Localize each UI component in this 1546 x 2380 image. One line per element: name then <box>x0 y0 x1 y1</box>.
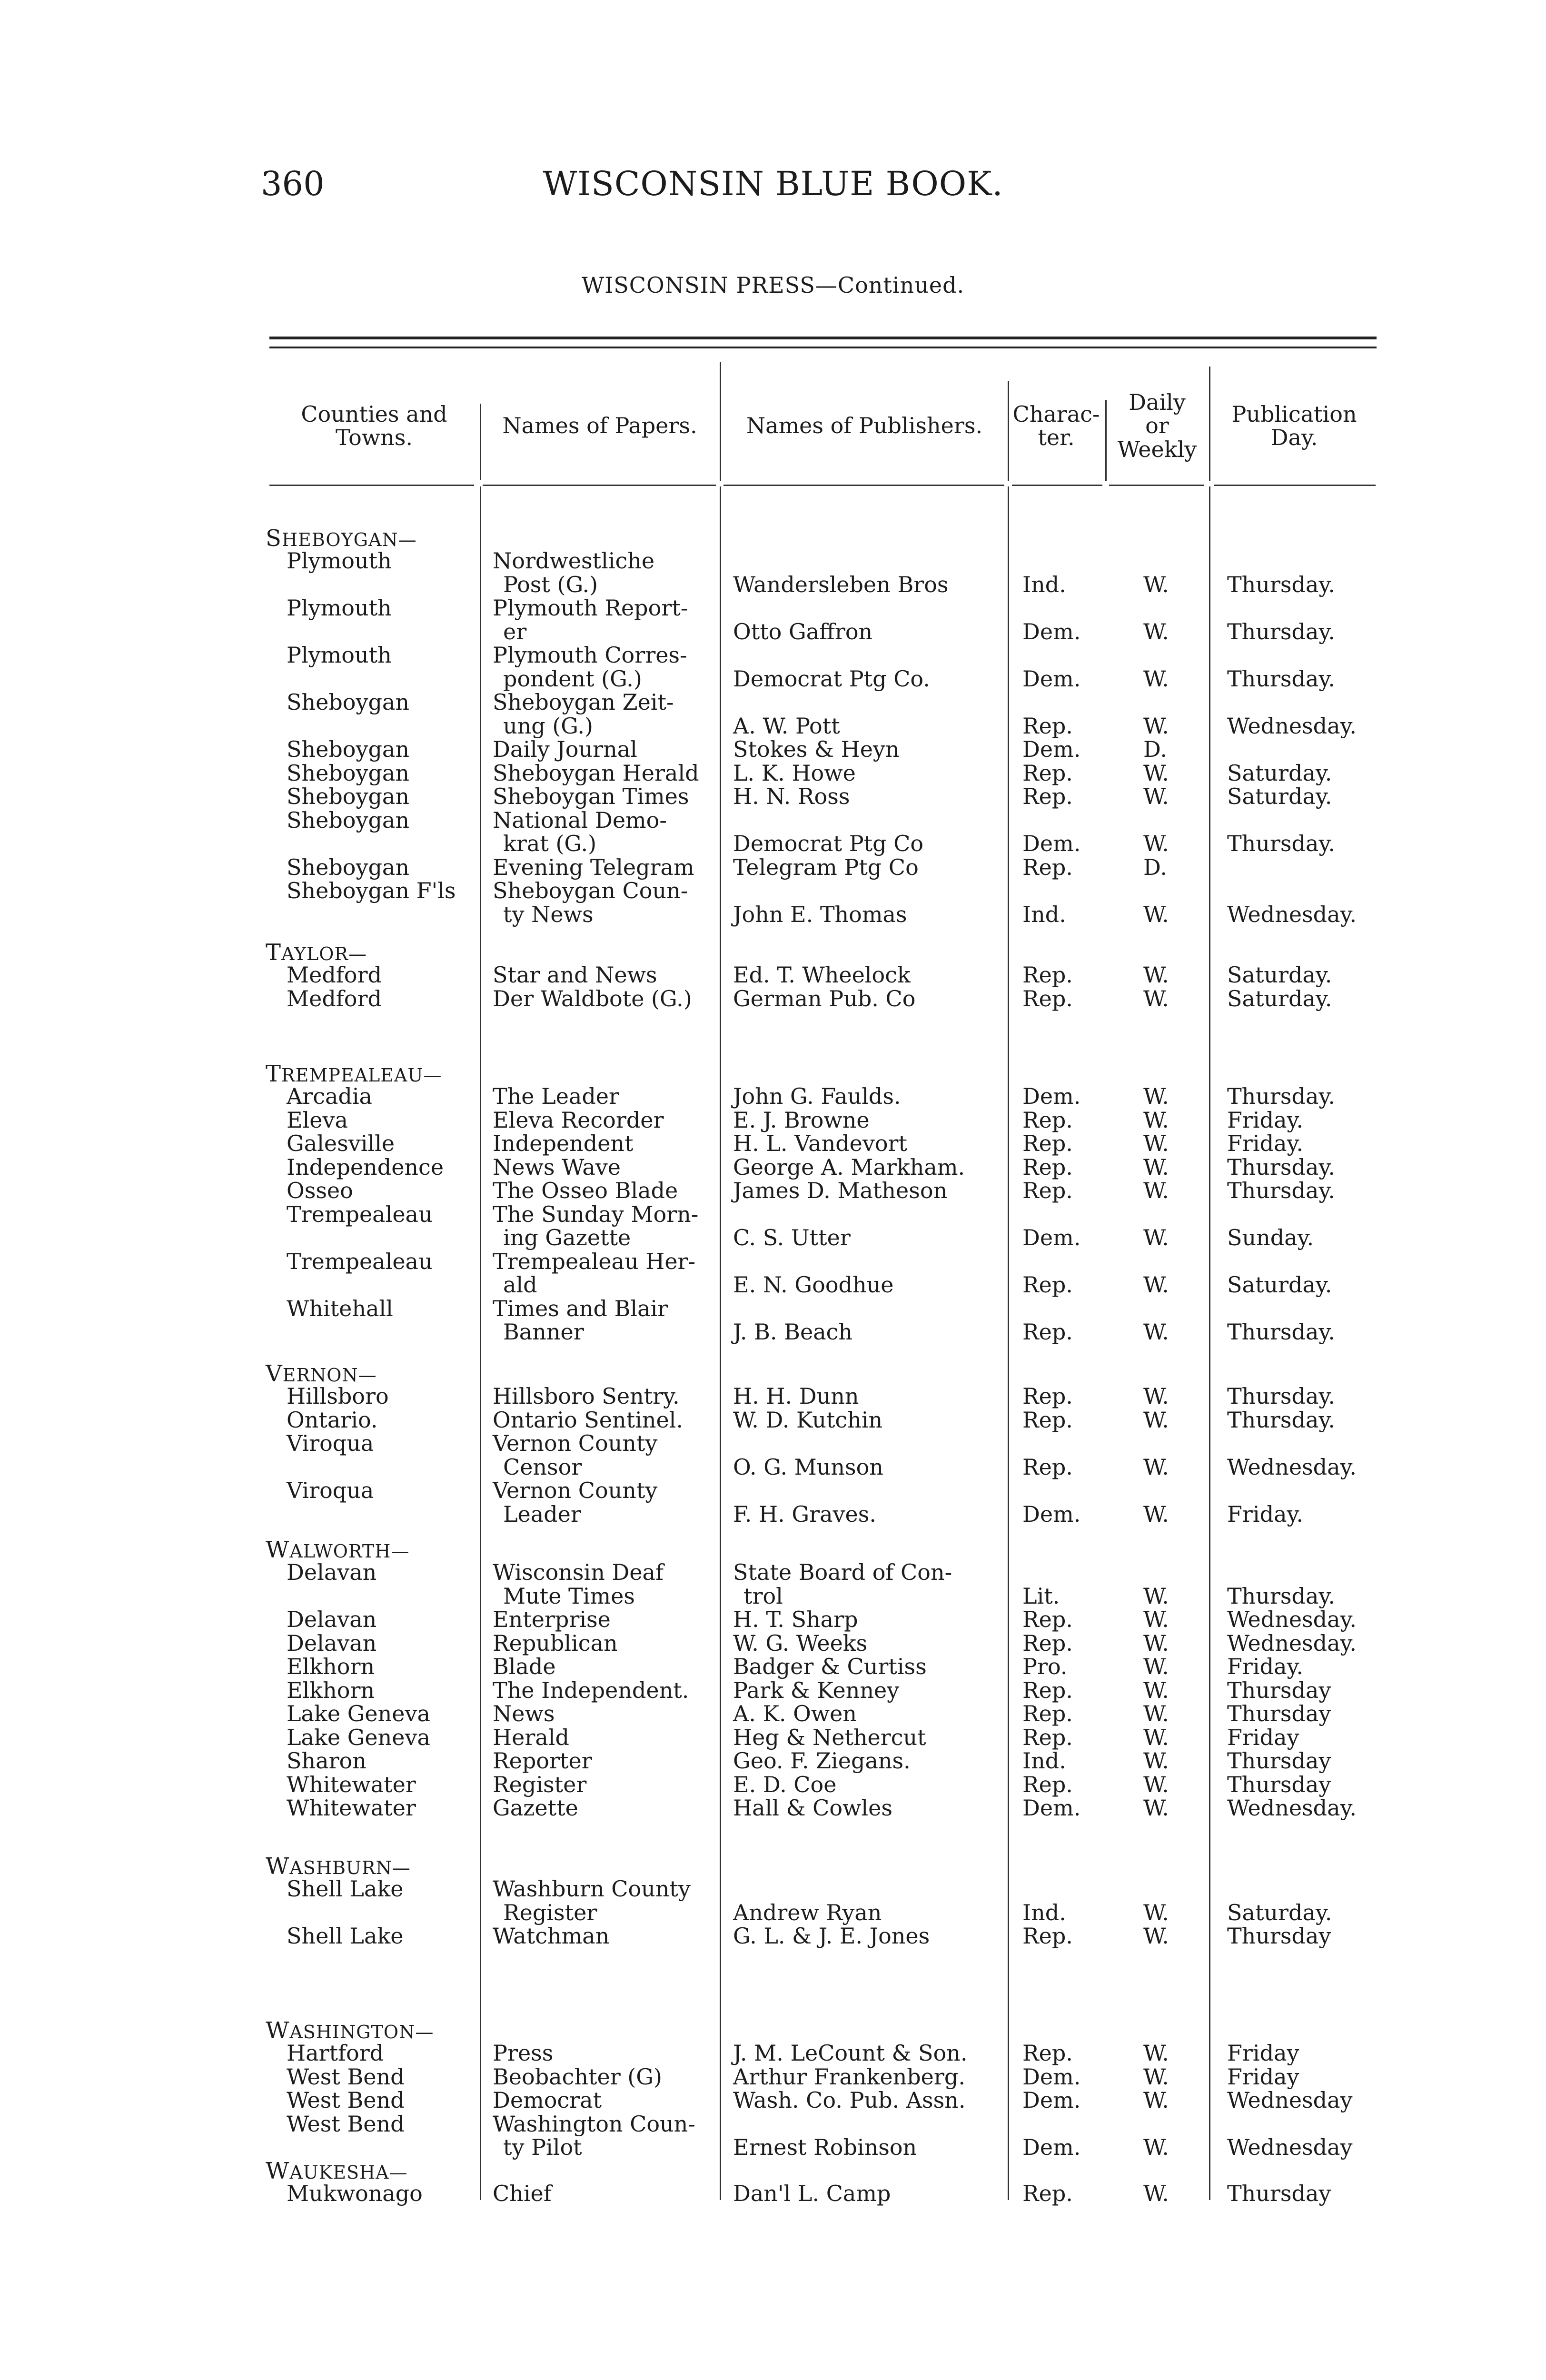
entry-character: Dem. <box>1022 1795 1081 1821</box>
county-heading: WASHINGTON— <box>266 2017 434 2044</box>
entry-day: Wednesday. <box>1227 1630 1357 1656</box>
entry-publisher: Andrew Ryan <box>733 1899 882 1925</box>
entry-day: Saturday. <box>1227 1272 1332 1298</box>
entry-paper-name: National Demo- <box>493 807 667 833</box>
entry-character: Dem. <box>1022 2087 1081 2113</box>
entry-paper-name: Register <box>493 1771 587 1797</box>
entry-day: Sunday. <box>1227 1225 1314 1250</box>
entry-frequency: W. <box>1143 901 1169 927</box>
entry-town: Hillsboro <box>287 1383 389 1409</box>
column-header-publisher: Names of Publishers. <box>746 413 983 439</box>
entry-town: West Bend <box>287 2111 405 2137</box>
entry-paper-name: Vernon County <box>493 1430 658 1456</box>
entry-town: Delavan <box>287 1606 377 1632</box>
entry-frequency: W. <box>1143 985 1169 1012</box>
entry-paper-name: Ontario Sentinel. <box>493 1407 684 1433</box>
entry-paper-name: Sheboygan Herald <box>493 760 699 786</box>
column-header-day: Publication Day. <box>1231 401 1357 450</box>
entry-town: Arcadia <box>287 1083 372 1109</box>
entry-character: Rep. <box>1022 854 1073 880</box>
entry-frequency: W. <box>1143 1319 1169 1345</box>
entry-paper-name: ty Pilot <box>503 2134 582 2160</box>
entry-character: Rep. <box>1022 783 1073 809</box>
entry-town: Sheboygan F'ls <box>287 878 456 903</box>
entry-paper-name: Democrat <box>493 2087 602 2113</box>
entry-paper-name: Beobachter (G) <box>493 2063 662 2090</box>
entry-paper-name: Banner <box>503 1319 584 1345</box>
entry-publisher: John E. Thomas <box>733 901 907 927</box>
entry-paper-name: Reporter <box>493 1748 592 1774</box>
entry-publisher: E. D. Coe <box>733 1771 837 1797</box>
entry-day: Wednesday. <box>1227 713 1357 739</box>
entry-publisher: Telegram Ptg Co <box>733 854 919 880</box>
entry-frequency: W. <box>1143 2040 1169 2066</box>
entry-character: Rep. <box>1022 1178 1073 1203</box>
entry-town: Trempealeau <box>287 1201 433 1227</box>
entry-town: Shell Lake <box>287 1923 404 1949</box>
entry-paper-name: ing Gazette <box>503 1225 631 1250</box>
entry-frequency: W. <box>1143 2181 1169 2206</box>
entry-day: Wednesday. <box>1227 1454 1357 1480</box>
entry-publisher: L. K. Howe <box>733 760 856 786</box>
entry-paper-name: Watchman <box>493 1923 610 1949</box>
entry-character: Rep. <box>1022 985 1073 1012</box>
column-header-county: Counties and Towns. <box>301 401 447 450</box>
running-title: WISCONSIN BLUE BOOK. <box>543 164 1003 203</box>
entry-publisher: H. N. Ross <box>733 783 850 809</box>
entry-frequency: W. <box>1143 1748 1169 1774</box>
entry-town: West Bend <box>287 2087 405 2113</box>
entry-character: Dem. <box>1022 1083 1081 1109</box>
entry-frequency: W. <box>1143 1923 1169 1949</box>
entry-frequency: W. <box>1143 2134 1169 2160</box>
entry-frequency: W. <box>1143 1225 1169 1250</box>
entry-day: Thursday. <box>1227 618 1335 645</box>
entry-publisher: J. B. Beach <box>733 1319 853 1345</box>
entry-town: Sheboygan <box>287 807 409 833</box>
entry-paper-name: Post (G.) <box>503 571 598 597</box>
entry-character: Rep. <box>1022 1319 1073 1345</box>
entry-character: Dem. <box>1022 2134 1081 2160</box>
entry-day: Thursday <box>1227 2181 1331 2206</box>
entry-character: Pro. <box>1022 1654 1068 1679</box>
entry-town: Viroqua <box>287 1478 374 1503</box>
entry-paper-name: Herald <box>493 1724 569 1750</box>
entry-publisher: Stokes & Heyn <box>733 736 900 762</box>
entry-publisher: George A. Markham. <box>733 1154 965 1180</box>
entry-publisher: Park & Kenney <box>733 1677 900 1703</box>
county-heading: WALWORTH— <box>266 1537 410 1563</box>
entry-day: Saturday. <box>1227 985 1332 1012</box>
entry-day: Wednesday <box>1227 2134 1353 2160</box>
entry-character: Rep. <box>1022 1383 1073 1409</box>
entry-town: Mukwonago <box>287 2181 423 2206</box>
entry-town: Whitewater <box>287 1771 416 1797</box>
entry-town: Shell Lake <box>287 1876 404 1902</box>
entry-frequency: W. <box>1143 1795 1169 1821</box>
entry-paper-name: Sheboygan Coun- <box>493 878 688 903</box>
entry-publisher: C. S. Utter <box>733 1225 851 1250</box>
entry-day: Thursday. <box>1227 1383 1335 1409</box>
entry-paper-name: Star and News <box>493 962 657 988</box>
entry-publisher: State Board of Con- <box>733 1559 952 1585</box>
entry-frequency: W. <box>1143 1454 1169 1480</box>
entry-frequency: W. <box>1143 783 1169 809</box>
entry-paper-name: Gazette <box>493 1795 578 1821</box>
entry-paper-name: Register <box>503 1899 597 1925</box>
entry-town: Hartford <box>287 2040 384 2066</box>
entry-paper-name: Daily Journal <box>493 736 637 762</box>
entry-town: Delavan <box>287 1630 377 1656</box>
entry-publisher: Badger & Curtiss <box>733 1654 927 1679</box>
entry-character: Rep. <box>1022 1130 1073 1156</box>
entry-publisher: Ernest Robinson <box>733 2134 917 2160</box>
entry-character: Rep. <box>1022 760 1073 786</box>
entry-day: Friday. <box>1227 1501 1303 1527</box>
entry-day: Friday <box>1227 1724 1299 1750</box>
entry-day: Saturday. <box>1227 760 1332 786</box>
county-heading: WASHBURN— <box>266 1853 411 1880</box>
entry-publisher: A. W. Pott <box>733 713 840 739</box>
entry-character: Rep. <box>1022 713 1073 739</box>
entry-paper-name: Blade <box>493 1654 556 1679</box>
entry-publisher: John G. Faulds. <box>733 1083 901 1109</box>
entry-day: Thursday. <box>1227 1407 1335 1433</box>
entry-frequency: W. <box>1143 2063 1169 2090</box>
entry-publisher: Democrat Ptg Co. <box>733 665 930 692</box>
entry-publisher: Otto Gaffron <box>733 618 873 645</box>
section-title: WISCONSIN PRESS—Continued. <box>581 272 965 298</box>
entry-frequency: W. <box>1143 1178 1169 1203</box>
entry-character: Rep. <box>1022 1407 1073 1433</box>
entry-character: Ind. <box>1022 1899 1066 1925</box>
entry-town: Whitehall <box>287 1295 393 1321</box>
entry-frequency: W. <box>1143 1701 1169 1726</box>
entry-paper-name: Eleva Recorder <box>493 1107 664 1133</box>
entry-character: Dem. <box>1022 2063 1081 2090</box>
entry-paper-name: The Independent. <box>493 1677 689 1703</box>
entry-frequency: W. <box>1143 831 1169 856</box>
entry-paper-name: Vernon County <box>493 1478 658 1503</box>
entry-frequency: W. <box>1143 1583 1169 1609</box>
entry-day: Thursday. <box>1227 1583 1335 1609</box>
entry-paper-name: The Osseo Blade <box>493 1178 678 1203</box>
entry-day: Saturday. <box>1227 783 1332 809</box>
entry-paper-name: Washburn County <box>493 1876 691 1902</box>
entry-frequency: W. <box>1143 1677 1169 1703</box>
entry-town: Sheboygan <box>287 689 409 715</box>
entry-paper-name: Sheboygan Times <box>493 783 689 809</box>
entry-character: Rep. <box>1022 1771 1073 1797</box>
entry-town: Plymouth <box>287 595 392 621</box>
entry-publisher: H. H. Dunn <box>733 1383 859 1409</box>
entry-character: Rep. <box>1022 1154 1073 1180</box>
entry-town: West Bend <box>287 2063 405 2090</box>
entry-publisher: O. G. Munson <box>733 1454 883 1480</box>
column-header-paper: Names of Papers. <box>502 413 697 439</box>
entry-day: Thursday. <box>1227 571 1335 597</box>
entry-paper-name: Evening Telegram <box>493 854 694 880</box>
entry-frequency: D. <box>1143 854 1167 880</box>
entry-town: Sheboygan <box>287 760 409 786</box>
entry-day: Friday <box>1227 2063 1299 2090</box>
entry-publisher: Wandersleben Bros <box>733 571 949 597</box>
entry-publisher: Ed. T. Wheelock <box>733 962 911 988</box>
entry-character: Ind. <box>1022 1748 1066 1774</box>
entry-publisher: H. L. Vandevort <box>733 1130 908 1156</box>
entry-publisher: trol <box>743 1583 783 1609</box>
entry-day: Thursday <box>1227 1923 1331 1949</box>
entry-character: Rep. <box>1022 1923 1073 1949</box>
entry-frequency: D. <box>1143 736 1167 762</box>
entry-frequency: W. <box>1143 1107 1169 1133</box>
entry-town: Elkhorn <box>287 1677 375 1703</box>
entry-publisher: Geo. F. Ziegans. <box>733 1748 911 1774</box>
entry-publisher: Arthur Frankenberg. <box>733 2063 965 2090</box>
entry-publisher: Heg & Nethercut <box>733 1724 926 1750</box>
entry-day: Thursday. <box>1227 1178 1335 1203</box>
entry-character: Rep. <box>1022 1677 1073 1703</box>
entry-paper-name: Washington Coun- <box>493 2111 695 2137</box>
entry-town: Sharon <box>287 1748 367 1774</box>
entry-frequency: W. <box>1143 618 1169 645</box>
entry-frequency: W. <box>1143 1130 1169 1156</box>
entry-paper-name: Sheboygan Zeit- <box>493 689 674 715</box>
entry-frequency: W. <box>1143 1154 1169 1180</box>
entry-day: Friday <box>1227 2040 1299 2066</box>
entry-publisher: W. D. Kutchin <box>733 1407 883 1433</box>
entry-paper-name: Mute Times <box>503 1583 635 1609</box>
entry-publisher: H. T. Sharp <box>733 1606 858 1632</box>
entry-character: Dem. <box>1022 831 1081 856</box>
entry-paper-name: Press <box>493 2040 554 2066</box>
entry-publisher: F. H. Graves. <box>733 1501 876 1527</box>
entry-character: Dem. <box>1022 618 1081 645</box>
entry-town: Sheboygan <box>287 783 409 809</box>
entry-paper-name: ung (G.) <box>503 713 593 739</box>
entry-paper-name: Enterprise <box>493 1606 611 1632</box>
entry-day: Thursday. <box>1227 1083 1335 1109</box>
entry-publisher: Dan'l L. Camp <box>733 2181 891 2206</box>
entry-character: Rep. <box>1022 1606 1073 1632</box>
entry-paper-name: Independent <box>493 1130 634 1156</box>
entry-frequency: W. <box>1143 1501 1169 1527</box>
entry-character: Rep. <box>1022 1454 1073 1480</box>
entry-paper-name: Chief <box>493 2181 552 2206</box>
entry-day: Thursday <box>1227 1701 1331 1726</box>
entry-frequency: W. <box>1143 962 1169 988</box>
entry-town: Galesville <box>287 1130 395 1156</box>
entry-character: Dem. <box>1022 1225 1081 1250</box>
entry-frequency: W. <box>1143 1630 1169 1656</box>
entry-day: Wednesday. <box>1227 901 1357 927</box>
entry-day: Thursday. <box>1227 665 1335 692</box>
entry-frequency: W. <box>1143 2087 1169 2113</box>
entry-frequency: W. <box>1143 1724 1169 1750</box>
entry-day: Thursday <box>1227 1748 1331 1774</box>
entry-paper-name: Republican <box>493 1630 618 1656</box>
entry-character: Dem. <box>1022 665 1081 692</box>
entry-paper-name: Hillsboro Sentry. <box>493 1383 680 1409</box>
entry-town: Eleva <box>287 1107 348 1133</box>
entry-day: Wednesday. <box>1227 1795 1357 1821</box>
entry-frequency: W. <box>1143 760 1169 786</box>
entry-frequency: W. <box>1143 1272 1169 1298</box>
entry-publisher: E. N. Goodhue <box>733 1272 894 1298</box>
entry-frequency: W. <box>1143 1606 1169 1632</box>
entry-paper-name: pondent (G.) <box>503 665 642 692</box>
entry-character: Rep. <box>1022 1701 1073 1726</box>
entry-town: Sheboygan <box>287 736 409 762</box>
entry-day: Thursday <box>1227 1677 1331 1703</box>
entry-paper-name: er <box>503 618 527 645</box>
entry-town: Elkhorn <box>287 1654 375 1679</box>
entry-publisher: G. L. & J. E. Jones <box>733 1923 930 1949</box>
entry-town: Osseo <box>287 1178 353 1203</box>
entry-town: Plymouth <box>287 642 392 668</box>
entry-frequency: W. <box>1143 1083 1169 1109</box>
entry-frequency: W. <box>1143 1771 1169 1797</box>
entry-day: Friday. <box>1227 1130 1303 1156</box>
entry-town: Plymouth <box>287 548 392 574</box>
entry-paper-name: Nordwestliche <box>493 548 655 574</box>
entry-publisher: Hall & Cowles <box>733 1795 892 1821</box>
entry-day: Saturday. <box>1227 962 1332 988</box>
entry-paper-name: Plymouth Corres- <box>493 642 687 668</box>
entry-day: Friday. <box>1227 1654 1303 1679</box>
entry-paper-name: News <box>493 1701 555 1726</box>
entry-character: Rep. <box>1022 2181 1073 2206</box>
entry-town: Medford <box>287 962 382 988</box>
entry-publisher: E. J. Browne <box>733 1107 870 1133</box>
entry-paper-name: News Wave <box>493 1154 621 1180</box>
entry-publisher: W. G. Weeks <box>733 1630 868 1656</box>
entry-day: Wednesday <box>1227 2087 1353 2113</box>
entry-frequency: W. <box>1143 571 1169 597</box>
entry-day: Thursday <box>1227 1771 1331 1797</box>
entry-paper-name: ty News <box>503 901 594 927</box>
entry-frequency: W. <box>1143 713 1169 739</box>
entry-character: Rep. <box>1022 1630 1073 1656</box>
entry-day: Wednesday. <box>1227 1606 1357 1632</box>
entry-paper-name: Plymouth Report- <box>493 595 688 621</box>
entry-town: Independence <box>287 1154 444 1180</box>
county-heading: WAUKESHA— <box>266 2158 408 2184</box>
entry-paper-name: ald <box>503 1272 537 1298</box>
county-heading: TAYLOR— <box>266 939 367 966</box>
entry-paper-name: The Leader <box>493 1083 620 1109</box>
entry-character: Ind. <box>1022 901 1066 927</box>
entry-town: Trempealeau <box>287 1248 433 1274</box>
entry-paper-name: The Sunday Morn- <box>493 1201 699 1227</box>
entry-frequency: W. <box>1143 1654 1169 1679</box>
entry-character: Rep. <box>1022 1107 1073 1133</box>
entry-paper-name: Der Waldbote (G.) <box>493 985 692 1012</box>
entry-publisher: German Pub. Co <box>733 985 916 1012</box>
entry-town: Medford <box>287 985 382 1012</box>
column-header-frequency: Daily or Weekly <box>1117 389 1197 462</box>
entry-character: Rep. <box>1022 1272 1073 1298</box>
entry-day: Saturday. <box>1227 1899 1332 1925</box>
entry-town: Whitewater <box>287 1795 416 1821</box>
entry-publisher: James D. Matheson <box>733 1178 948 1203</box>
entry-frequency: W. <box>1143 1383 1169 1409</box>
entry-town: Viroqua <box>287 1430 374 1456</box>
county-heading: TREMPEALEAU— <box>266 1061 442 1087</box>
entry-character: Ind. <box>1022 571 1066 597</box>
column-header-character: Charac- ter. <box>1012 401 1100 450</box>
page-number: 360 <box>261 164 325 203</box>
entry-town: Lake Geneva <box>287 1701 430 1726</box>
entry-day: Thursday. <box>1227 1154 1335 1180</box>
entry-paper-name: Censor <box>503 1454 582 1480</box>
entry-character: Rep. <box>1022 1724 1073 1750</box>
entry-publisher: Democrat Ptg Co <box>733 831 924 856</box>
entry-publisher: J. M. LeCount & Son. <box>733 2040 968 2066</box>
entry-paper-name: Leader <box>503 1501 581 1527</box>
entry-publisher: A. K. Owen <box>733 1701 857 1726</box>
entry-paper-name: krat (G.) <box>503 831 597 856</box>
entry-frequency: W. <box>1143 1899 1169 1925</box>
entry-character: Dem. <box>1022 736 1081 762</box>
entry-character: Lit. <box>1022 1583 1060 1609</box>
entry-town: Delavan <box>287 1559 377 1585</box>
entry-day: Thursday. <box>1227 831 1335 856</box>
entry-frequency: W. <box>1143 1407 1169 1433</box>
county-heading: SHEBOYGAN— <box>266 525 417 552</box>
entry-day: Friday. <box>1227 1107 1303 1133</box>
entry-town: Lake Geneva <box>287 1724 430 1750</box>
entry-town: Sheboygan <box>287 854 409 880</box>
entry-publisher: Wash. Co. Pub. Assn. <box>733 2087 966 2113</box>
entry-frequency: W. <box>1143 665 1169 692</box>
entry-character: Rep. <box>1022 962 1073 988</box>
entry-day: Thursday. <box>1227 1319 1335 1345</box>
entry-paper-name: Wisconsin Deaf <box>493 1559 664 1585</box>
entry-paper-name: Times and Blair <box>493 1295 668 1321</box>
entry-paper-name: Trempealeau Her- <box>493 1248 696 1274</box>
county-heading: VERNON— <box>266 1360 377 1387</box>
entry-character: Dem. <box>1022 1501 1081 1527</box>
entry-town: Ontario. <box>287 1407 378 1433</box>
entry-character: Rep. <box>1022 2040 1073 2066</box>
